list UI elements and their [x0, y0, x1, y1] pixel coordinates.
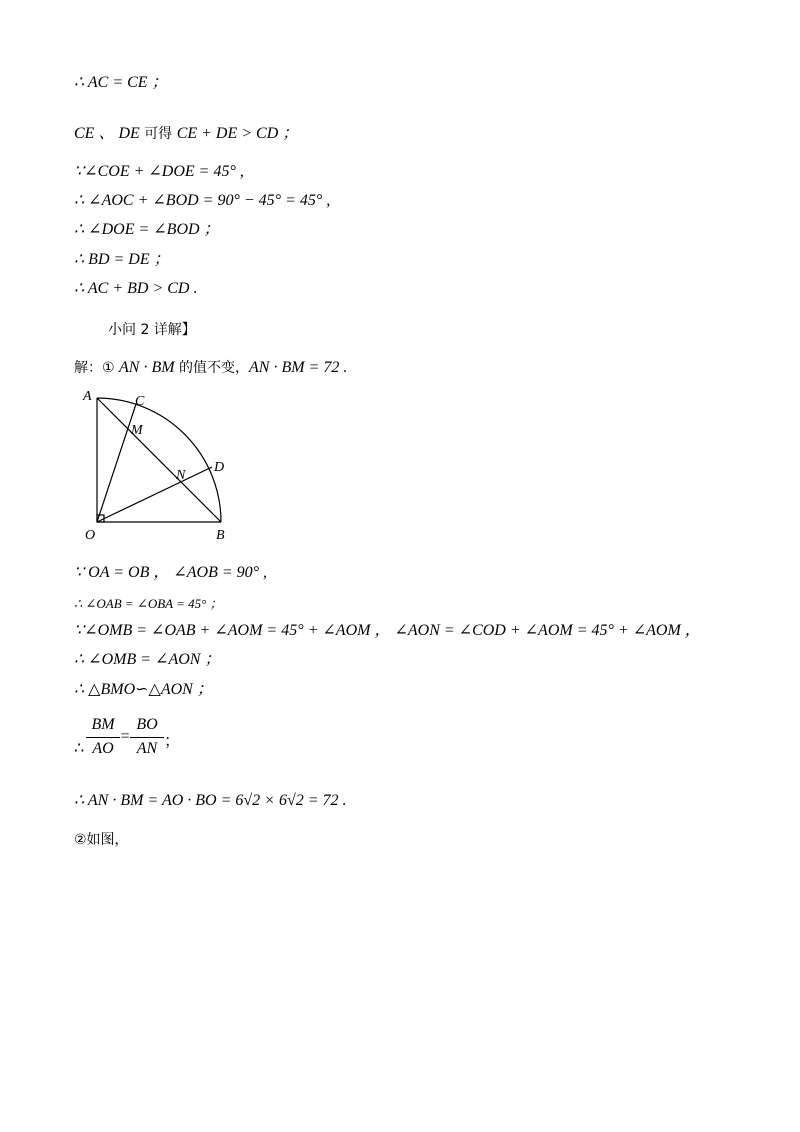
line-doe-bod: ∴ ∠DOE = ∠BOD ；: [74, 221, 220, 238]
label-o: O: [85, 528, 96, 543]
line-omb-aon: ∵∠OMB = ∠OAB + ∠AOM = 45° + ∠AOM ， ∠AON = ∠COD + ∠AOM = 45° + ∠AOM ，: [74, 622, 701, 639]
line-conclusion-1: ∴ AC + BD > CD .: [74, 280, 198, 297]
label-c: C: [135, 394, 145, 409]
equals-sign: =: [120, 728, 130, 745]
line-omb-eq-aon: ∴ ∠OMB = ∠AON ；: [74, 651, 221, 668]
line-bd-de: ∴ BD = DE ；: [74, 251, 170, 268]
text-value-unchanged: 的值不变，: [174, 360, 250, 376]
solution-label: 解：①: [74, 360, 120, 376]
fraction-bar-1: [86, 737, 120, 738]
line-product-72: ∴ AN · BM = AO · BO = 6√2 × 6√2 = 72 .: [74, 792, 347, 809]
fraction-equation: [74, 716, 204, 760]
line-oa-ob: ∵ OA = OB ， ∠AOB = 90° ,: [74, 564, 268, 581]
line-oab-oba: ∴ ∠OAB = ∠OBA = 45° ；: [74, 596, 223, 611]
label-m: M: [131, 423, 143, 438]
line-similar-triangles: ∴ △BMO∽△AON ；: [74, 681, 213, 698]
line-angle-sum-45: ∵∠COE + ∠DOE = 45° ,: [74, 163, 244, 180]
line-part-2: ②如图，: [74, 832, 129, 848]
label-d: D: [214, 460, 225, 475]
segment-labels: CE 、 DE: [74, 125, 140, 142]
numerator-bm: BM: [91, 716, 115, 733]
label-n: N: [176, 468, 186, 483]
label-a: A: [83, 389, 92, 404]
denominator-an: AN: [136, 740, 158, 757]
line-ce-de-cd: [74, 124, 298, 144]
fraction-bar-2: [130, 737, 164, 738]
expr-an-bm-72: AN · BM = 72 .: [249, 359, 348, 376]
label-b: B: [216, 528, 225, 543]
segment-ab: [97, 398, 221, 522]
line-ac-ce: ∴ AC = CE ；: [74, 74, 168, 91]
therefore-symbol: ∴: [74, 740, 85, 757]
semicolon: ；: [164, 733, 181, 750]
denominator-ao: AO: [92, 740, 114, 757]
text-kede: 可得: [139, 126, 177, 142]
section-heading-q2: 小问 2 详解】: [108, 322, 196, 338]
segment-oc: [97, 404, 136, 522]
segment-od: [97, 467, 212, 522]
line-solution-intro: [74, 358, 347, 378]
geometry-figure: [70, 385, 270, 545]
inequality: CE + DE > CD ；: [176, 125, 299, 142]
line-aoc-bod: ∴ ∠AOC + ∠BOD = 90° − 45° = 45° ,: [74, 192, 331, 209]
expr-an-bm: AN · BM: [119, 359, 175, 376]
numerator-bo: BO: [136, 716, 158, 733]
